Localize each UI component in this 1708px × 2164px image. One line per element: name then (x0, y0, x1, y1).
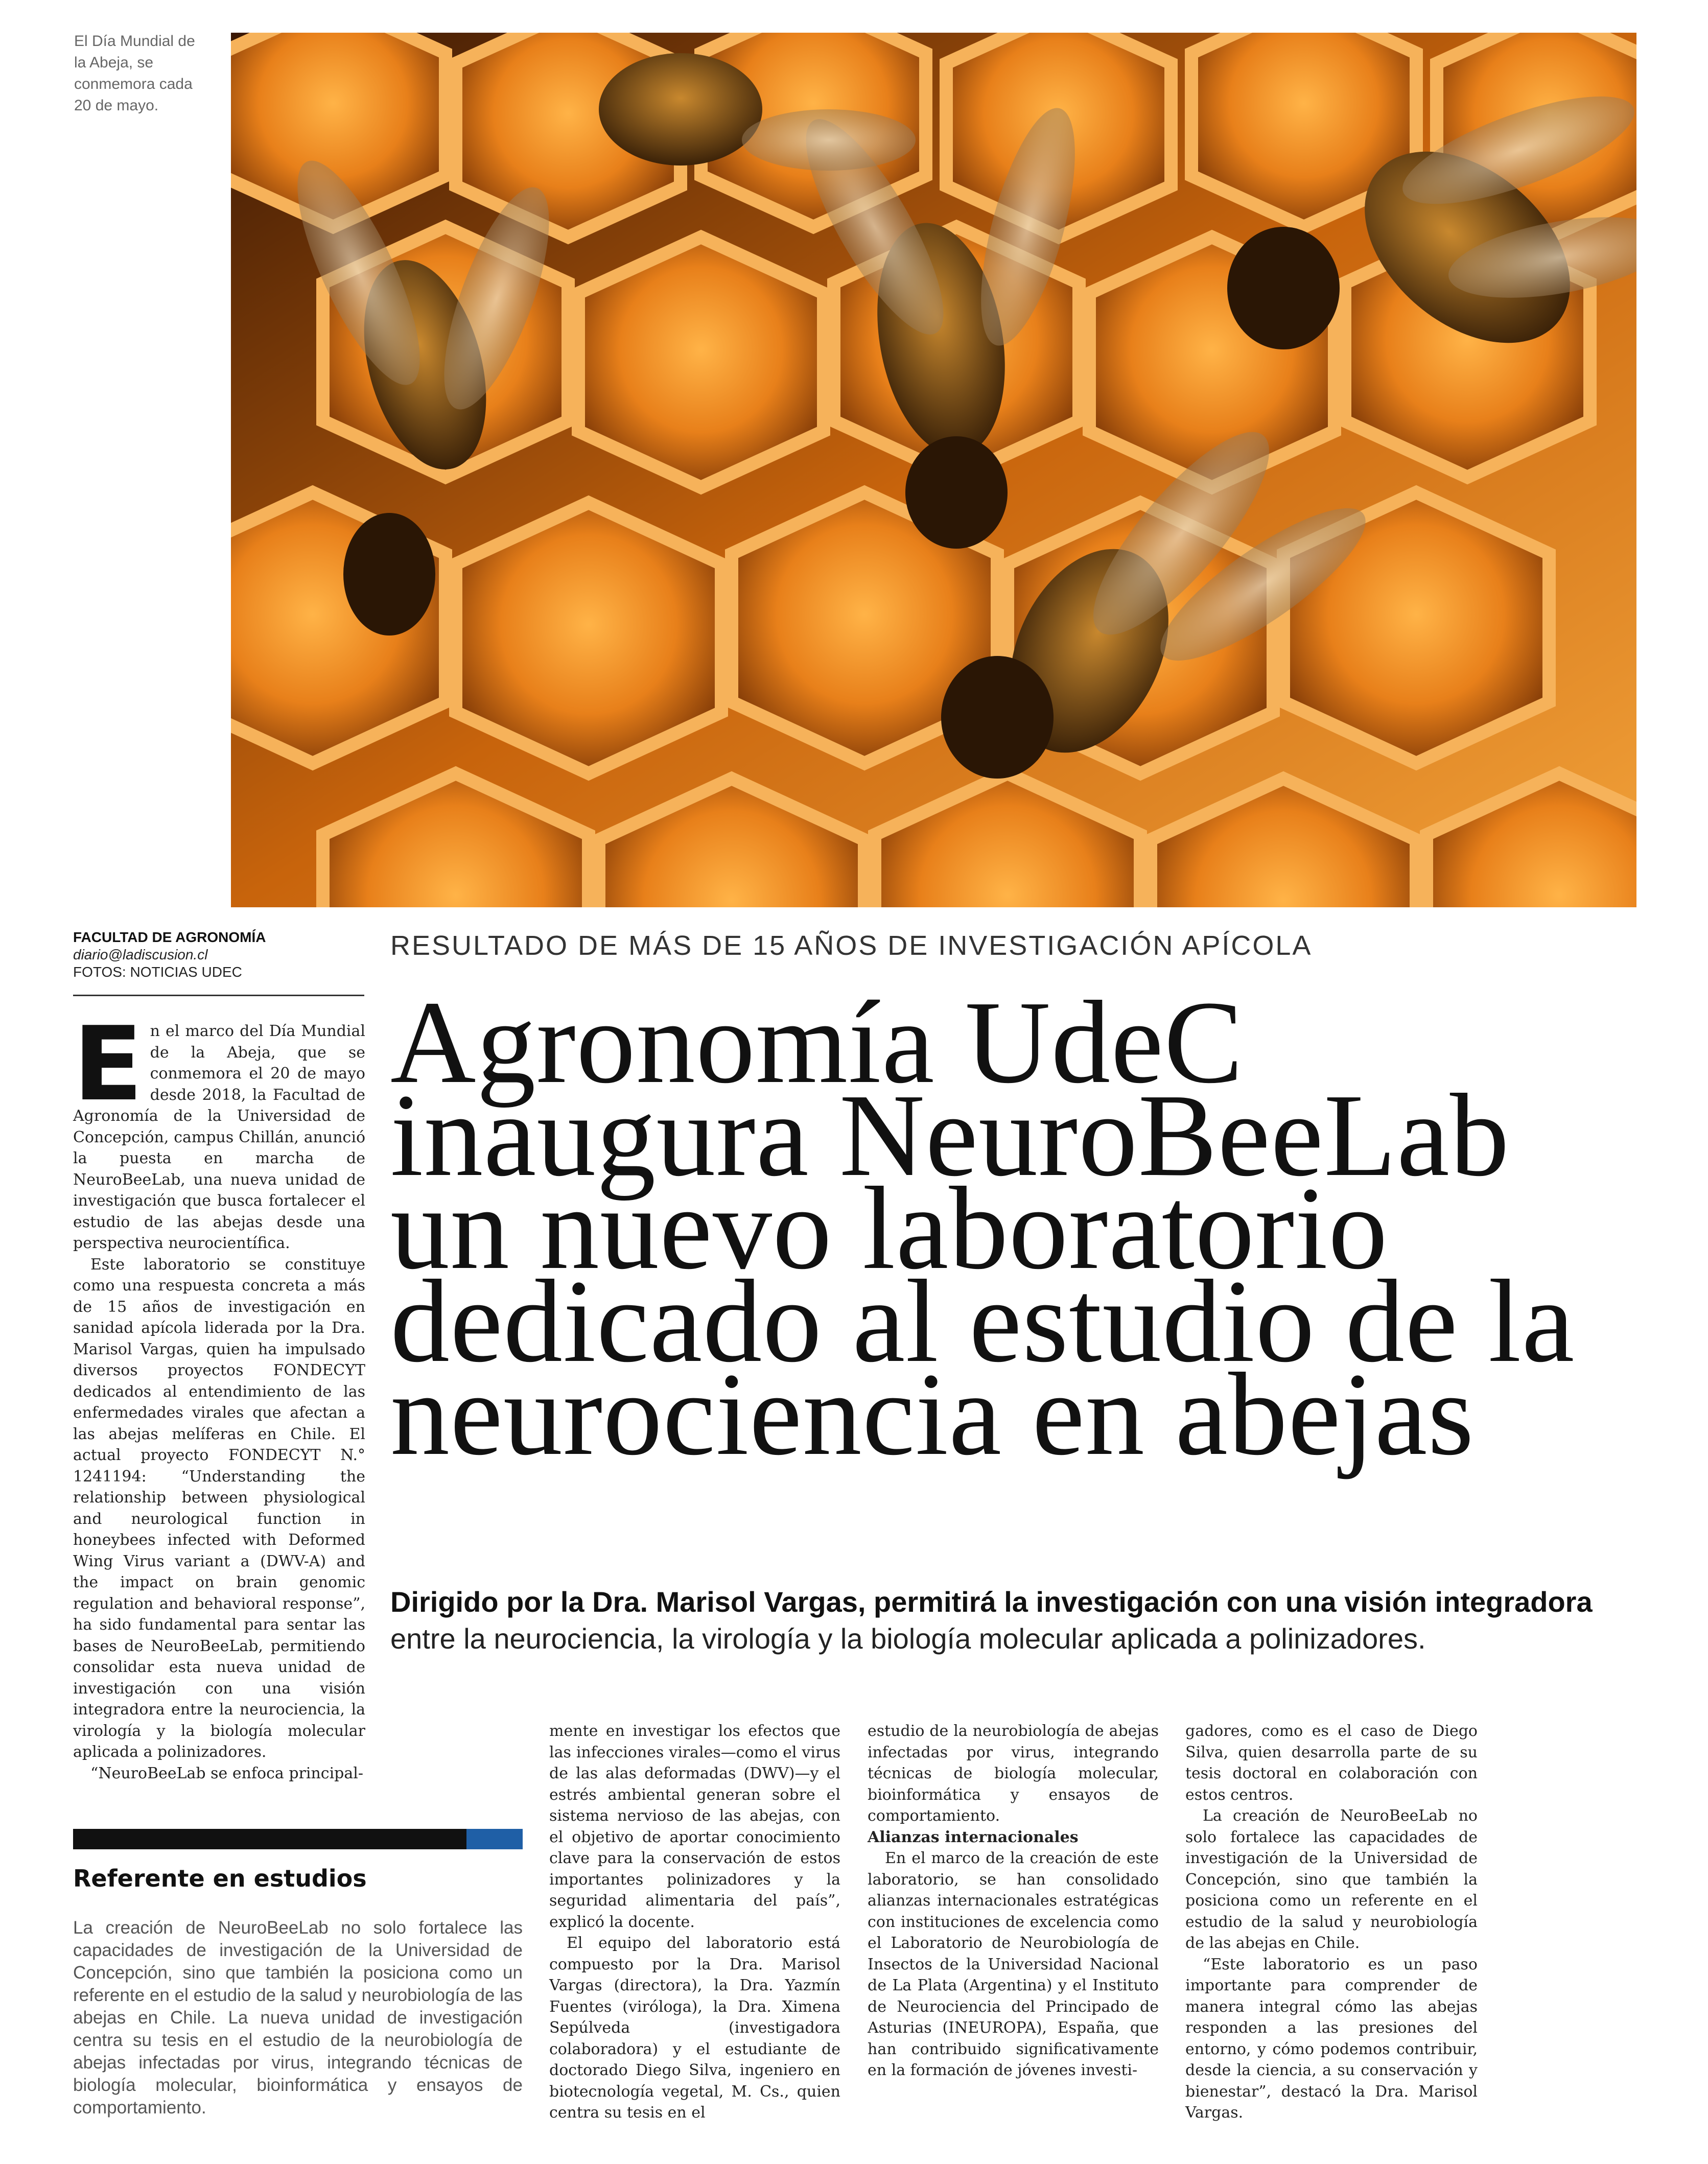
section-subhead: Alianzas internacionales (868, 1828, 1079, 1846)
body-paragraph: “Este laboratorio es un paso importante para comprender de manera integral cómo las abejas responden a las presiones del entorno, y cómo podemos contribuir, desde la ciencia, a su conservación y bienestar”, destacó la Dra. Marisol Vargas. (1185, 1955, 1478, 2122)
sidebar-accent (466, 1829, 523, 1849)
headline-line: Agronomía UdeC (390, 977, 1244, 1108)
honeycomb-illustration (231, 33, 1636, 907)
photo-caption: El Día Mundial de la Abeja, se conmemora cada 20 de mayo. (74, 33, 195, 114)
body-paragraph: La creación de NeuroBeeLab no solo fortalece las capacidades de investigación de la Universidad de Concepción, sino que también la posiciona como un referente en el estudio de la salud y neurobiología de las abejas en Chile. (1185, 1807, 1478, 1952)
body-column-1 (73, 1005, 365, 1784)
sidebar-text: La creación de NeuroBeeLab no solo fortalece las capacidades de investigación de la Universidad de Concepción, sino que también la posiciona como un referente en el estudio de la salud y neurobiología de las abejas en Chile. La nueva unidad de investigación centra su tesis en el estudio de la neurobiología de abejas infectadas por virus, integrando técnicas de biología molecular, bioinformática y ensayos de comportamiento. (73, 1918, 523, 2118)
body-paragraph: estudio de la neurobiología de abejas infectadas por virus, integrando técnicas de biología molecular, bioinformática y ensayos de comportamiento. (868, 1722, 1159, 1825)
body-column-3 (868, 1721, 1159, 2081)
bees-photo (231, 33, 1636, 907)
body-column-2 (549, 1721, 840, 2124)
byline-email[interactable]: diario@ladiscusion.cl (73, 947, 208, 962)
sidebar-rule (73, 1829, 466, 1849)
deck-line: entre la neurociencia, la virología y la biología molecular aplicada a polinizadores. (390, 1622, 1426, 1655)
byline-photos: FOTOS: NOTICIAS UDEC (73, 964, 242, 980)
body-column-4 (1185, 1721, 1478, 2124)
byline-section: FACULTAD DE AGRONOMÍA (73, 929, 266, 945)
body-paragraph: “NeuroBeeLab se enfoca principal- (90, 1764, 363, 1782)
body-paragraph: n el marco del Día Mundial de la Abeja, que se conmemora el 20 de mayo desde 2018, la Facultad de Agronomía de la Universidad de Concepción, campus Chillán, anunció la puesta en marcha de NeuroBeeLab, una nueva unidad de investigación que busca fortalecer el estudio de las abejas desde una perspectiva neurocientífica. (73, 1022, 365, 1252)
body-paragraph: gadores, como es el caso de Diego Silva, quien desarrolla parte de su tesis doctoral en colaboración con estos centros. (1185, 1722, 1478, 1804)
headline-line: inaugura NeuroBeeLab (390, 1070, 1510, 1201)
deck (390, 1584, 1617, 1657)
body-paragraph: En el marco de la creación de este laboratorio, se han consolidado alianzas internacionales estratégicas con instituciones de excelencia como el Laboratorio de Neurobiología de Insectos de la Universidad Nacional de La Plata (Argentina) y el Instituto de Neurociencia del Principado de Asturias (INEUROPA), España, que han contribuido significativamente en la formación de jóvenes investi- (868, 1849, 1159, 2079)
body-paragraph: mente en investigar los efectos que las infecciones virales—como el virus de las alas deformadas (DWV)—y el estrés ambiental generan sobre el sistema nervioso de las abejas, con el objetivo de aportar conocimiento clave para la conservación de estos importantes polinizadores y la seguridad alimentaria del país”, explicó la docente. (549, 1722, 840, 1931)
drop-cap: E (73, 1005, 143, 1124)
deck-line-bold: Dirigido por la Dra. Marisol Vargas, permitirá la investigación con una visión integradora (390, 1586, 1593, 1618)
body-paragraph: El equipo del laboratorio está compuesto por la Dra. Marisol Vargas (directora), la Dra. Yazmín Fuentes (viróloga), la Dra. Ximena Sepúlveda (investigadora colaboradora) y el estudiante de doctorado Diego Silva, ingeniero en biotecnología vegetal, M. Cs., quien centra su tesis en el (549, 1934, 840, 2122)
byline-divider (73, 995, 364, 996)
kicker: RESULTADO DE MÁS DE 15 AÑOS DE INVESTIGACIÓN APÍCOLA (390, 930, 1313, 961)
headline-line: un nuevo laboratorio (390, 1163, 1388, 1294)
byline (73, 929, 364, 981)
headline-line: dedicado al estudio de la (390, 1256, 1575, 1387)
headline-line: neurociencia en abejas (390, 1349, 1475, 1480)
sidebar-title: Referente en estudios (73, 1865, 367, 1892)
headline (390, 977, 1606, 1480)
body-paragraph: Este laboratorio se constituye como una respuesta concreta a más de 15 años de investigación en sanidad apícola liderada por la Dra. Marisol Vargas, quien ha impulsado diversos proyectos FONDECYT dedicados al entendimiento de las enfermedades virales que afectan a las abejas melíferas en Chile. El actual proyecto FONDECYT N.° 1241194: “Understanding the relationship between physiological and neurological function in honeybees infected with Deformed Wing Virus variant a (DWV-A) and the impact on brain genomic regulation and behavioral response”, ha sido fundamental para sentar las bases de NeuroBeeLab, permitiendo consolidar esta nueva unidad de investigación con una visión integradora entre la neurociencia, la virología y la biología molecular aplicada a polinizadores. (73, 1255, 365, 1761)
